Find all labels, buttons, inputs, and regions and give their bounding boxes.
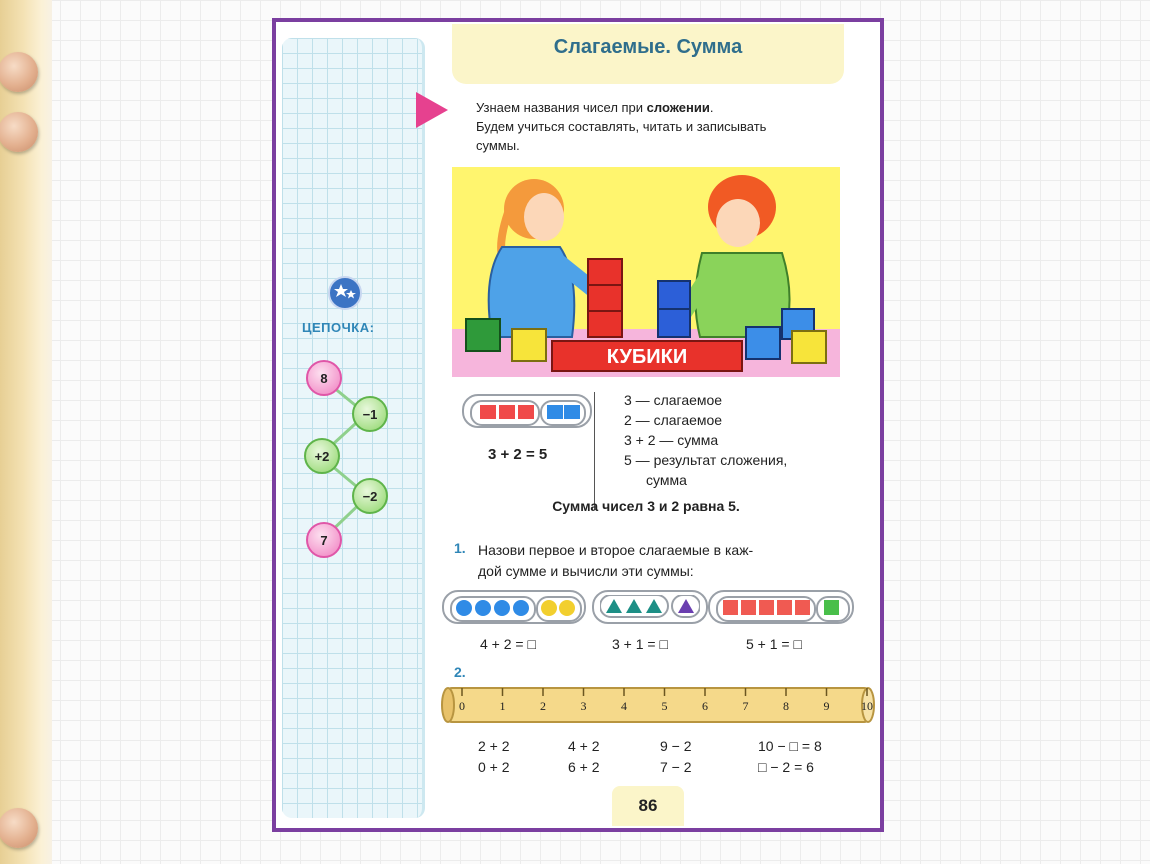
task-1-expression: 5 + 1 = □ [746, 636, 802, 652]
ruler-label: 10 [861, 699, 873, 713]
divider-line [594, 392, 595, 510]
task-1-line: дой сумме и вычисли эти суммы: [478, 563, 694, 579]
ruler-label: 2 [540, 699, 546, 713]
ruler-label: 1 [499, 699, 506, 713]
ruler-label: 3 [580, 699, 587, 713]
ruler-label: 0 [459, 699, 465, 713]
task-1-expression: 4 + 2 = □ [480, 636, 536, 652]
scheme-circles [442, 590, 586, 624]
definition: 3 + 2 — сумма [624, 432, 719, 448]
chain-label: ЦЕПОЧКА: [302, 320, 375, 335]
task-1-expression: 3 + 1 = □ [612, 636, 668, 652]
ruler-label: 6 [702, 699, 708, 713]
ruler-label: 8 [783, 699, 789, 713]
task-2-expression: 7 − 2 [660, 759, 692, 775]
ruler-label: 9 [823, 699, 830, 713]
decorative-bead [0, 52, 38, 92]
chain-step-5: 7 [306, 522, 342, 558]
task-1-number: 1. [454, 540, 466, 556]
intro-text: Узнаем названия чисел при [476, 100, 647, 115]
decorative-bead [0, 808, 38, 848]
intro-line-2: Будем учиться составлять, читать и записывать [476, 119, 767, 134]
task-1-text [478, 540, 850, 582]
ruler-label: 4 [621, 699, 627, 713]
definition: 3 — слагаемое [624, 392, 723, 408]
scheme-green-square [816, 596, 850, 622]
intro-line-3: суммы. [476, 138, 520, 153]
scheme-yellow-circles [536, 596, 582, 622]
task-2-expression: 9 − 2 [660, 738, 692, 754]
children-blocks-illustration [452, 167, 840, 377]
ruler-label: 5 [661, 699, 668, 713]
chain-step-4: −2 [352, 478, 388, 514]
example-equation: 3 + 2 = 5 [488, 446, 548, 463]
chain-step-2: −1 [352, 396, 388, 432]
task-2-expression: □ − 2 = 6 [758, 759, 814, 775]
task-1-line: Назови первое и второе слагаемые в каж- [478, 542, 754, 558]
illustration-drawing [452, 167, 840, 377]
ruler-drawing [440, 686, 876, 726]
pink-arrow-icon [416, 92, 448, 128]
definition: сумма [646, 472, 687, 488]
star-icon [328, 276, 362, 310]
scheme-blue-circles [450, 596, 536, 622]
scheme-second-addend [540, 400, 586, 426]
task-2-expression: 0 + 2 [478, 759, 510, 775]
task-2-expression: 6 + 2 [568, 759, 600, 775]
page-title: Слагаемые. Сумма [553, 36, 743, 58]
task-2-column [478, 736, 510, 778]
definition: 2 — слагаемое [624, 412, 723, 428]
ruler-label: 7 [742, 699, 749, 713]
intro-text: . [709, 100, 714, 115]
number-ruler [440, 686, 876, 731]
scheme-first-addend [470, 400, 540, 426]
conclusion: Сумма чисел 3 и 2 равна 5. [552, 498, 740, 514]
scheme-squares [708, 590, 854, 624]
chain-step-1: 8 [306, 360, 342, 396]
chain-step-3: +2 [304, 438, 340, 474]
task-2-column [568, 736, 600, 778]
task-2-column [660, 736, 692, 778]
decorative-bead [0, 112, 38, 152]
definitions-list [624, 390, 787, 490]
scheme-red-squares [716, 596, 816, 622]
task-2-expression: 10 − □ = 8 [758, 738, 822, 754]
task-2-expression: 2 + 2 [478, 738, 510, 754]
scheme-triangles [592, 590, 708, 624]
page-number: 86 [638, 796, 658, 815]
addition-scheme [462, 394, 592, 428]
triangles-drawing [600, 595, 700, 619]
task-2-number: 2. [454, 664, 466, 680]
task-2-expression: 4 + 2 [568, 738, 600, 754]
intro-bold-word: сложении [646, 100, 710, 115]
definition: 5 — результат сложения, [624, 452, 788, 468]
decorative-side-strip [0, 0, 52, 864]
box-label: КУБИКИ [606, 346, 688, 368]
lesson-intro [476, 98, 850, 155]
textbook-page [272, 18, 884, 832]
task-2-column [758, 736, 822, 778]
